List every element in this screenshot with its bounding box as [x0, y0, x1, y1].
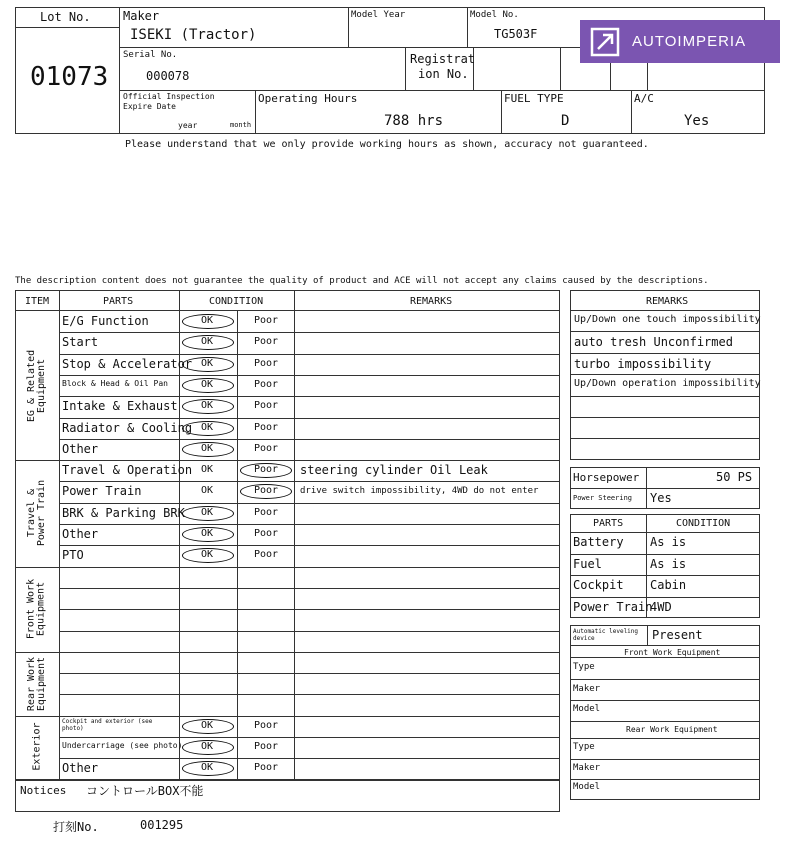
ok-option: OK	[201, 464, 214, 476]
maker-value: ISEKI (Tractor)	[130, 27, 257, 43]
group-label: Exterior	[31, 722, 43, 771]
ok-option: OK	[201, 719, 214, 731]
notices-label: Notices	[20, 784, 67, 797]
poor-option: Poor	[254, 528, 279, 539]
part-name: Power Train	[62, 484, 142, 499]
part-name: Undercarriage (see photo)	[62, 741, 183, 750]
auto-leveling-label: Automatic leveling device	[573, 628, 639, 642]
selected-condition-oval	[182, 527, 234, 542]
part-name: Cockpit and exterior (see photo)	[62, 717, 153, 732]
logo-text: AUTOIMPERIA	[632, 33, 747, 50]
rear-work-title: Rear Work Equipment	[626, 725, 718, 734]
selected-condition-oval	[182, 357, 234, 372]
part-name: Other	[62, 527, 99, 541]
side-remark-item: Up/Down operation impossibility	[574, 378, 761, 390]
equipment-field-label: Type	[573, 742, 595, 752]
hours-disclaimer: Please understand that we only provide working hours as shown, accuracy not guaranteed.	[125, 139, 649, 150]
front-work-title: Front Work Equipment	[624, 648, 721, 657]
ac-value: Yes	[684, 113, 710, 129]
group-label: Rear Work Equipment	[25, 656, 47, 711]
group-label: EG & Related Equipment	[26, 349, 47, 422]
operating-hours-value: 788 hrs	[384, 113, 444, 129]
operating-hours-label: Operating Hours	[258, 92, 358, 105]
year-label: year	[178, 121, 198, 130]
part-name: Stop & Accelerator	[62, 356, 193, 371]
part-name: Other	[62, 441, 99, 456]
poor-option: Poor	[254, 485, 279, 497]
registration-label-2: ion No.	[418, 67, 469, 81]
selected-condition-oval	[182, 442, 234, 457]
poor-option: Poor	[254, 378, 279, 390]
ok-option: OK	[201, 741, 214, 752]
ok-option: OK	[201, 336, 214, 348]
model-no-label: Model No.	[470, 10, 519, 20]
power-steering-value: Yes	[650, 491, 672, 505]
selected-condition-oval	[182, 378, 234, 393]
col-item: ITEM	[25, 296, 50, 307]
serial-no-label: Serial No.	[123, 50, 178, 60]
poor-option: Poor	[254, 400, 279, 412]
remark-text: steering cylinder Oil Leak	[300, 463, 488, 478]
poor-option: Poor	[254, 762, 279, 774]
poor-option: Poor	[254, 549, 279, 561]
part-name: Other	[62, 761, 99, 776]
lot-no: 01073	[30, 62, 109, 92]
selected-condition-oval	[182, 506, 234, 521]
selected-condition-oval	[182, 719, 234, 734]
ok-option: OK	[201, 442, 214, 454]
horsepower-value: 50 PS	[716, 470, 753, 484]
side-part-value: As is	[650, 556, 687, 571]
part-name: BRK & Parking BRK	[62, 505, 185, 520]
col-parts: PARTS	[103, 296, 134, 307]
part-name: Radiator & Cooling	[62, 420, 193, 435]
poor-option: Poor	[254, 506, 279, 518]
side-part-name: Battery	[573, 535, 624, 549]
equipment-field-label: Maker	[573, 763, 601, 773]
selected-condition-oval	[182, 421, 234, 436]
poor-option: Poor	[254, 336, 279, 348]
part-name: Block & Head & Oil Pan	[62, 378, 168, 388]
ok-option: OK	[201, 762, 214, 774]
selected-condition-oval	[182, 314, 234, 329]
horsepower-label: Horsepower	[573, 471, 640, 484]
inspection-label-1: Official Inspection	[123, 92, 215, 101]
side-part-name: Fuel	[573, 556, 602, 571]
side-part-name: Power Train	[573, 599, 653, 614]
ok-option: OK	[201, 357, 214, 369]
part-name: Travel & Operation	[62, 463, 193, 478]
side-remarks-title: REMARKS	[646, 296, 689, 307]
top-notice: The description content does not guarantee the quality of product and ACE will not accept any claims caused by the descriptions.	[15, 276, 709, 286]
remark-text: drive switch impossibility, 4WD do not enter	[300, 486, 539, 497]
lot-no-label: Lot No.	[40, 10, 91, 24]
poor-option: Poor	[254, 442, 279, 454]
poor-option: Poor	[254, 421, 279, 433]
selected-condition-oval	[240, 463, 292, 478]
part-name: PTO	[62, 548, 84, 563]
ok-option: OK	[201, 549, 214, 561]
stamp-label: 打刻No.	[53, 820, 99, 834]
ok-option: OK	[201, 485, 214, 497]
equipment-field-label: Type	[573, 662, 595, 672]
equipment-field-label: Model	[573, 704, 601, 714]
fuel-type-value: D	[561, 113, 570, 129]
registration-label-1: Registrat	[410, 52, 476, 66]
ac-label: A/C	[634, 92, 654, 105]
side-remark-item: Up/Down one touch impossibility	[574, 314, 761, 325]
poor-option: Poor	[254, 464, 279, 476]
side-part-value: 4WD	[650, 599, 672, 614]
serial-no-value: 000078	[146, 69, 190, 83]
inspection-label-2: Expire Date	[123, 102, 176, 111]
side-part-name: Cockpit	[573, 578, 624, 592]
side-part-value: Cabin	[650, 578, 687, 592]
group-label: Travel & Power Train	[26, 480, 47, 547]
model-no-value: TG503F	[494, 27, 538, 41]
col-remarks: REMARKS	[410, 296, 453, 307]
month-label: month	[230, 121, 252, 129]
autoimperia-logo	[580, 20, 780, 63]
part-name: Start	[62, 335, 99, 350]
stamp-value: 001295	[140, 818, 184, 832]
notices-value: コントロールBOX不能	[86, 784, 204, 798]
side-remark-item: auto tresh Unconfirmed	[574, 335, 733, 350]
model-year-label: Model Year	[351, 10, 406, 20]
maker-label: Maker	[123, 9, 160, 23]
auto-leveling-value: Present	[652, 628, 703, 642]
ok-option: OK	[201, 378, 214, 390]
side-condition-label: CONDITION	[676, 518, 731, 529]
group-label: Front Work Equipment	[26, 579, 47, 640]
side-parts-label: PARTS	[593, 518, 624, 529]
power-steering-label: Power Steering	[573, 494, 633, 502]
side-part-value: As is	[650, 535, 687, 549]
fuel-type-label: FUEL TYPE	[504, 92, 564, 105]
selected-condition-oval	[182, 740, 234, 755]
poor-option: Poor	[254, 719, 279, 731]
ok-option: OK	[201, 528, 214, 539]
ok-option: OK	[201, 315, 214, 326]
equipment-field-label: Maker	[573, 684, 601, 694]
logo-mark-icon	[590, 27, 620, 57]
ok-option: OK	[201, 400, 214, 412]
part-name: Intake & Exhaust	[62, 399, 178, 414]
poor-option: Poor	[254, 741, 279, 752]
poor-option: Poor	[254, 315, 279, 326]
equipment-field-label: Model	[573, 782, 601, 792]
ok-option: OK	[201, 506, 214, 518]
col-condition: CONDITION	[209, 296, 264, 307]
poor-option: Poor	[254, 357, 279, 369]
side-remark-item: turbo impossibility	[574, 356, 712, 371]
part-name: E/G Function	[62, 314, 149, 328]
ok-option: OK	[201, 421, 214, 433]
